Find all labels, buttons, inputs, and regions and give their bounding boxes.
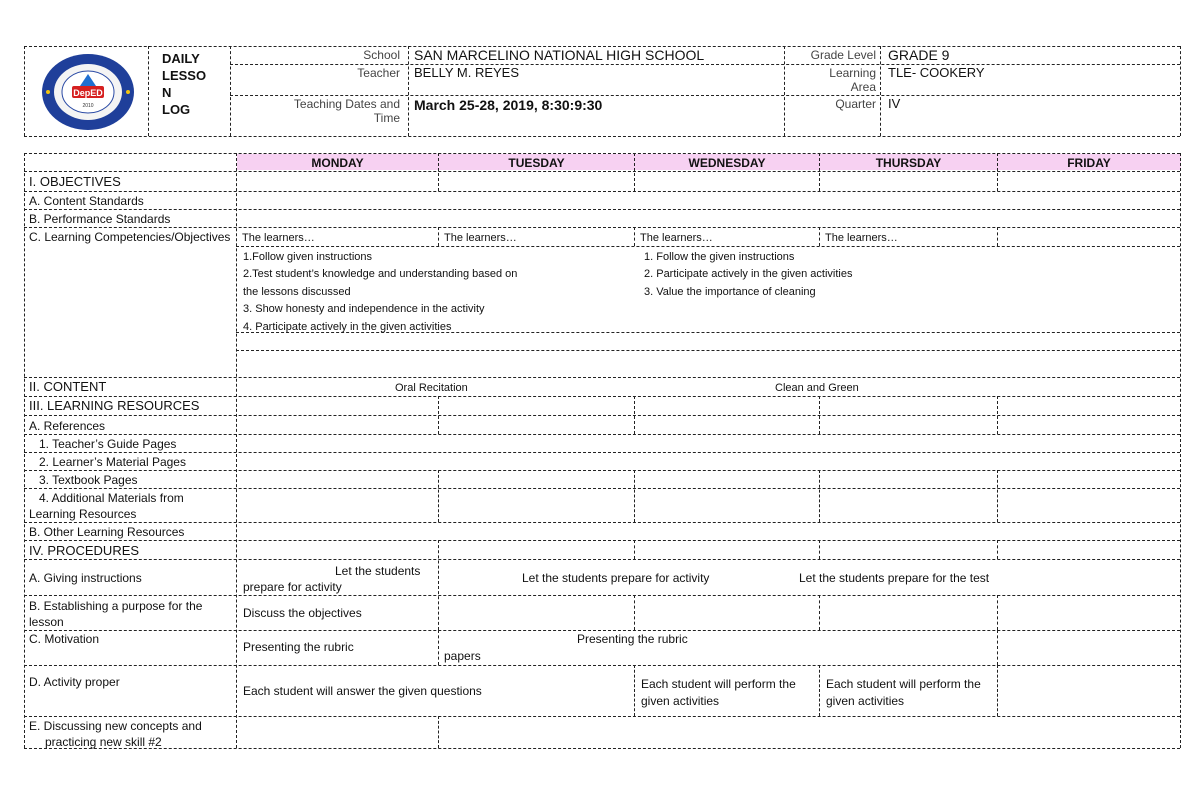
grade-label: Grade Level [810,48,876,62]
divider [24,46,25,136]
dates-value: March 25-28, 2019, 8:30:9:30 [414,97,603,113]
label-other-resources: B. Other Learning Resources [29,525,185,539]
gi-thursday: Let the students prepare for the test [799,571,990,585]
divider [24,153,1180,154]
content-left: Oral Recitation [395,382,468,394]
learners-monday: The learners… [242,232,315,244]
divider [438,470,439,522]
label-textbook-pages: 3. Textbook Pages [39,473,138,487]
divider [438,716,439,748]
content-right: Clean and Green [775,382,859,394]
divider [819,540,820,559]
label-giving-instructions: A. Giving instructions [29,571,142,585]
objectives-list-left: 1.Follow given instructions 2.Test student’s knowledge and understanding based on the lessons discussed 3. Show honesty and independence in the activity 4. Participate actively in the given activities [243,251,518,333]
motivation-papers: papers [444,649,481,663]
objectives-list-right: 1. Follow the given instructions 2. Participate actively in the given activities 3. Value the importance of cleaning [644,251,853,298]
divider [997,470,998,522]
divider [24,716,1180,717]
label-performance-standards: B. Performance Standards [29,212,171,226]
divider [24,470,1180,471]
divider [819,595,820,630]
divider [997,665,998,716]
divider [634,470,635,522]
divider [24,191,1180,192]
divider [24,452,1180,453]
quarter-value: IV [888,96,901,111]
divider [997,227,998,246]
learners-thursday: The learners… [825,232,898,244]
divider [634,396,635,434]
divider [997,630,998,665]
label-tg-pages: 1. Teacher’s Guide Pages [39,437,177,451]
day-header-wednesday: WEDNESDAY [688,156,766,170]
label-purpose: B. Establishing a purpose for the lesson [29,599,203,629]
divider [819,227,820,246]
day-header-thursday: THURSDAY [875,156,942,170]
divider [24,153,25,748]
day-header-tuesday: TUESDAY [508,156,565,170]
page-title: DAILY LESSO N LOG [162,51,207,117]
divider [438,227,439,246]
label-discussing: E. Discussing new concepts and practicing new skill #2 [29,719,202,749]
activity-thursday: Each student will perform the given activities [826,677,981,708]
section-objectives: I. OBJECTIVES [29,174,121,189]
divider [24,377,1180,378]
learners-tuesday: The learners… [444,232,517,244]
divider [24,209,1180,210]
dates-label: Teaching Dates and Time [293,97,400,125]
divider [997,595,998,630]
divider [24,396,1180,397]
motivation-monday: Presenting the rubric [243,640,354,654]
divider [634,595,635,630]
divider [24,227,1180,228]
divider [236,350,1180,351]
label-motivation: C. Motivation [29,632,100,646]
divider [438,396,439,434]
divider [1180,46,1181,136]
divider [24,434,1180,435]
activity-wednesday: Each student will perform the given activities [641,677,796,708]
gi-tuesday: Let the students prepare for activity [522,571,710,585]
area-label: Learning Area [829,66,876,94]
divider [236,153,237,748]
quarter-label: Quarter [835,97,876,111]
divider [634,540,635,559]
divider [24,540,1180,541]
divider [230,64,1180,65]
section-procedures: IV. PROCEDURES [29,543,140,558]
divider [438,540,439,630]
school-value: SAN MARCELINO NATIONAL HIGH SCHOOL [414,47,705,63]
section-resources: III. LEARNING RESOURCES [29,398,200,413]
divider [148,46,149,136]
divider [24,488,1180,489]
day-header-monday: MONDAY [311,156,364,170]
section-content: II. CONTENT [29,379,107,394]
purpose-monday: Discuss the objectives [243,606,362,620]
divider [438,630,439,665]
divider [24,665,1180,666]
divider [24,415,1180,416]
school-seal-logo [36,52,140,132]
school-label: School [363,48,400,62]
divider [819,665,820,716]
teacher-label: Teacher [357,66,400,80]
divider [1180,153,1181,748]
gi-monday: Let the students prepare for activity [243,564,421,594]
divider [819,396,820,434]
label-competencies: C. Learning Competencies/Objectives [29,230,231,244]
svg-text:DepED: DepED [73,88,103,98]
activity-monday: Each student will answer the given questions [243,684,482,698]
divider [24,595,1180,596]
divider [634,665,635,716]
divider [997,396,998,434]
day-header-friday: FRIDAY [1067,156,1111,170]
divider [236,246,1180,247]
divider [997,540,998,559]
grade-value: GRADE 9 [888,47,950,63]
divider [24,522,1180,523]
divider [230,46,231,136]
divider [880,46,881,136]
label-content-standards: A. Content Standards [29,194,144,208]
label-additional-materials: 4. Additional Materials from Learning Resources [29,491,184,521]
divider [408,46,409,136]
divider [24,630,1180,631]
motivation-midweek: Presenting the rubric [577,632,688,646]
label-references: A. References [29,419,106,433]
learners-wednesday: The learners… [640,232,713,244]
teacher-value: BELLY M. REYES [414,65,520,80]
divider [819,470,820,522]
divider [24,136,1180,137]
label-lm-pages: 2. Learner’s Material Pages [39,455,186,469]
label-activity: D. Activity proper [29,675,120,689]
divider [24,171,1180,172]
divider [230,95,1180,96]
area-value: TLE- COOKERY [888,65,985,80]
divider [634,227,635,246]
svg-text:2010: 2010 [82,103,94,109]
divider [24,559,1180,560]
